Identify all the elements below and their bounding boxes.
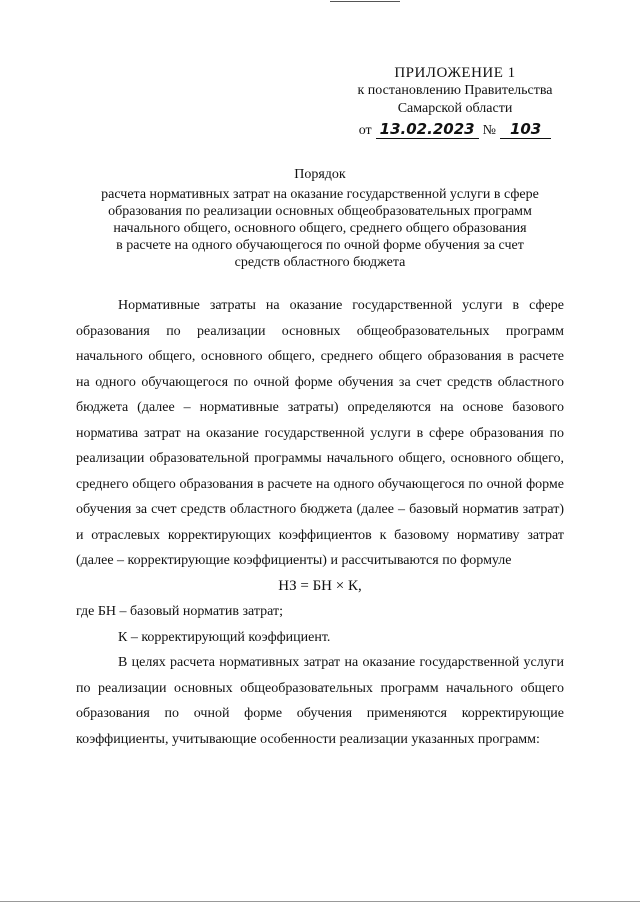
number-label: № [482, 123, 496, 138]
definition-k: К – корректирующий коэффициент. [118, 629, 331, 645]
title-line4: в расчете на одного обучающегося по очной форме обучения за счет [116, 238, 524, 253]
title-line3: начального общего, основного общего, среднего общего образования [113, 221, 527, 236]
appendix-reference-line1: к постановлению Правительства [357, 83, 553, 98]
title-line1: расчета нормативных затрат на оказание государственной услуги в сфере [101, 187, 539, 202]
handwritten-date: 13.02.2023 [376, 120, 479, 139]
formula: НЗ = БН × К, [278, 577, 362, 594]
title-line2: образования по реализации основных общеобразовательных программ [108, 204, 532, 219]
appendix-header [350, 64, 560, 140]
definition-bn: где БН – базовый норматив затрат; [76, 604, 283, 619]
scan-artifact-top [330, 1, 400, 2]
document-title [60, 166, 580, 271]
title-heading: Порядок [294, 167, 346, 182]
paragraph-normative-costs: Нормативные затраты на оказание государственной услуги в сфере образования по реализации основных общеобразовательных программ начального общего, основного общего, среднего общего образования в расчете на одного обучающегося по очной форме обучения за счет средств областного бюджета (далее – нормативные затраты) определяются на основе базового норматива затрат на оказание государственной услуги в сфере образования по реализации образовательной программы начального общего, основного общего, среднего общего образования в расчете на одного обучающегося по очной форме обучения за счет средств областного бюджета (далее – базовый норматив затрат) и отраслевых корректирующих коэффициентов к базовому нормативу затрат (далее – корректирующие коэффициенты) и рассчитываются по формуле [76, 298, 564, 568]
appendix-reference-line2: Самарской области [397, 101, 513, 116]
from-label: от [358, 123, 372, 138]
order-date-number [350, 120, 560, 140]
paragraph-correction-coefficients: В целях расчета нормативных затрат на оказание государственной услуги по реализации основных общеобразовательных программ начального общего образования по очной форме обучения применяются корректирующие коэффициенты, учитывающие особенности реализации указанных программ: [76, 655, 564, 747]
scan-artifact-bottom [0, 901, 640, 902]
handwritten-number: 103 [500, 120, 551, 139]
document-body [76, 293, 564, 752]
appendix-title: ПРИЛОЖЕНИЕ 1 [394, 65, 516, 81]
title-line5: средств областного бюджета [234, 255, 406, 270]
